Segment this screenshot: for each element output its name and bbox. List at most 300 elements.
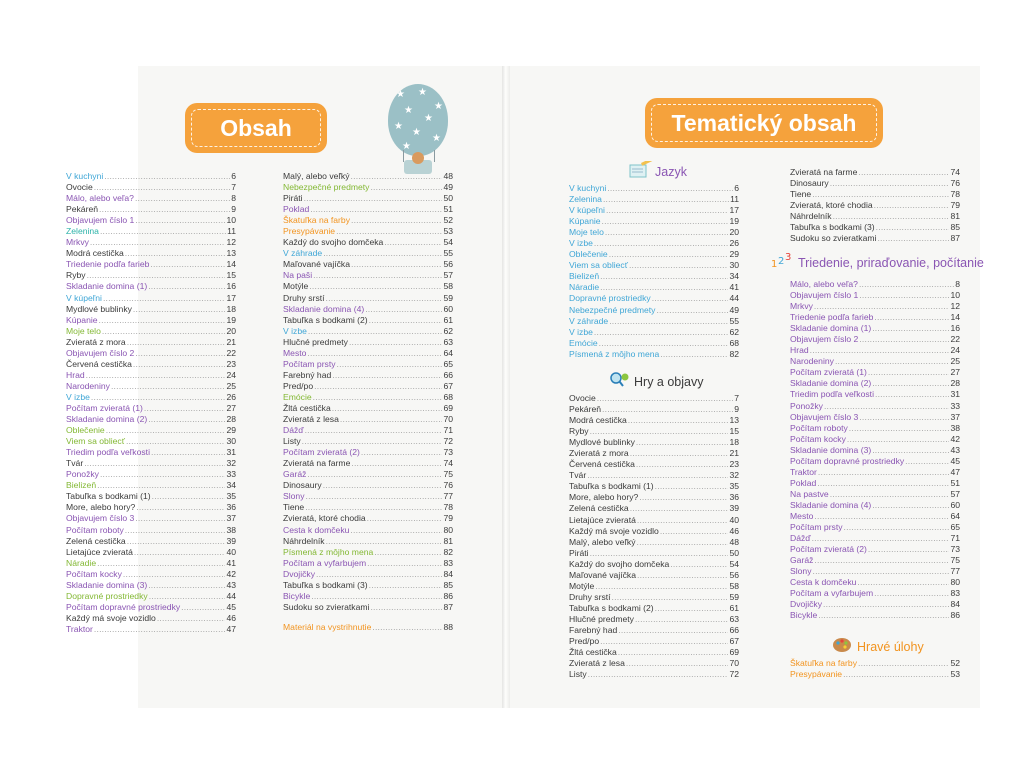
toc-entry-title: Piráti <box>283 193 303 204</box>
toc-entry-page: 77 <box>950 566 960 577</box>
toc-entry-title: Na pastve <box>790 488 829 499</box>
toc-leader-dots <box>151 447 225 458</box>
toc-entry <box>569 515 739 526</box>
toc-entry-title: Modrá cestička <box>66 248 124 259</box>
toc-leader-dots <box>639 492 728 503</box>
toc-leader-dots <box>594 238 729 249</box>
toc-leader-dots <box>326 293 443 304</box>
toc-leader-dots <box>637 537 729 548</box>
toc-entry-page: 23 <box>226 358 236 369</box>
toc-leader-dots <box>628 415 729 426</box>
toc-leader-dots <box>133 304 226 315</box>
toc-leader-dots <box>812 533 950 544</box>
toc-leader-dots <box>125 525 226 536</box>
toc-leader-dots <box>600 636 728 647</box>
toc-entry <box>569 183 739 194</box>
toc-entry-page: 69 <box>443 402 453 413</box>
toc-entry-page: 37 <box>226 513 236 524</box>
toc-entry-title: Dopravné prostriedky <box>66 590 148 601</box>
toc-entry <box>66 480 236 491</box>
toc-entry-title: Ponožky <box>66 469 99 480</box>
toc-leader-dots <box>636 459 729 470</box>
toc-entry-page: 36 <box>226 502 236 513</box>
toc-leader-dots <box>94 182 230 193</box>
toc-entry-title: Triedim podľa veľkosti <box>790 389 874 400</box>
toc-entry <box>790 389 960 400</box>
toc-entry <box>569 537 739 548</box>
toc-entry-page: 41 <box>729 282 739 293</box>
toc-leader-dots <box>102 326 226 337</box>
toc-entry-title: Zvieratá na farme <box>790 167 858 177</box>
toc-entry-page: 13 <box>226 248 236 259</box>
toc-entry <box>283 193 453 204</box>
toc-leader-dots <box>603 194 729 205</box>
toc-entry <box>66 436 236 447</box>
toc-leader-dots <box>618 647 729 658</box>
toc-entry <box>283 622 453 633</box>
toc-entry-page: 45 <box>226 601 236 612</box>
toc-entry-title: Bicykle <box>283 590 311 601</box>
toc-leader-dots <box>872 445 949 456</box>
toc-leader-dots <box>612 592 729 603</box>
toc-leader-dots <box>308 326 443 337</box>
toc-leader-dots <box>812 189 949 200</box>
toc-leader-dots <box>635 614 728 625</box>
toc-entry-page: 70 <box>443 414 453 425</box>
toc-entry-page: 24 <box>950 345 960 356</box>
toc-entry <box>66 270 236 281</box>
toc-entry-page: 63 <box>443 336 453 347</box>
toc-entry-page: 8 <box>231 193 236 204</box>
toc-leader-dots <box>818 610 949 621</box>
toc-leader-dots <box>874 588 949 599</box>
toc-entry <box>790 566 960 577</box>
toc-entry-page: 49 <box>443 182 453 193</box>
toc-entry-title: Emócie <box>283 391 312 402</box>
toc-entry-title: Poklad <box>790 477 817 488</box>
toc-entry <box>283 248 453 259</box>
toc-leader-dots <box>97 480 225 491</box>
toc-entry-title: Maľované vajíčka <box>283 259 350 270</box>
toc-entry <box>283 226 453 237</box>
toc-entry-page: 81 <box>950 211 960 222</box>
toc-entry <box>283 348 453 359</box>
toc-leader-dots <box>337 359 443 370</box>
toc-entry-title: Zvieratá z mora <box>66 336 126 347</box>
toc-entry <box>66 171 236 182</box>
toc-entry <box>790 334 960 345</box>
toc-entry-title: Tabuľka s bodkami (2) <box>569 602 654 613</box>
toc-entry-page: 56 <box>729 569 739 580</box>
toc-entry-page: 82 <box>443 546 453 557</box>
toc-entry-page: 8 <box>955 279 960 289</box>
toc-entry <box>66 293 236 304</box>
toc-entry <box>790 467 960 478</box>
toc-entry-title: Počítam roboty <box>790 422 848 433</box>
toc-entry-page: 75 <box>443 469 453 480</box>
section-title: Hry a objavy <box>634 375 704 389</box>
toc-entry-title: Oblečenie <box>569 249 608 260</box>
toc-entry-page: 69 <box>729 647 739 658</box>
toc-leader-dots <box>306 491 443 502</box>
toc-entry <box>569 548 739 559</box>
section-title: Triedenie, priraďovanie, počítanie <box>798 256 984 270</box>
toc-leader-dots <box>144 403 226 414</box>
toc-entry-title: Mrkvy <box>790 301 813 312</box>
toc-entry-page: 60 <box>950 499 960 510</box>
toc-leader-dots <box>629 260 728 271</box>
toc-leader-dots <box>350 525 442 536</box>
toc-leader-dots <box>91 392 226 403</box>
book-gutter <box>502 66 510 708</box>
toc-entry-page: 68 <box>443 391 453 402</box>
toc-entry <box>790 378 960 389</box>
toc-entry-title: V záhrade <box>283 248 323 259</box>
toc-entry <box>283 447 453 458</box>
toc-leader-dots <box>875 389 949 400</box>
toc-entry <box>569 282 739 293</box>
toc-entry-title: Počítam zvieratá (1) <box>790 367 867 378</box>
toc-entry-page: 86 <box>443 590 453 601</box>
toc-entry <box>283 458 453 469</box>
toc-leader-dots <box>370 182 442 193</box>
toc-entry <box>569 503 739 514</box>
toc-entry-title: Pred/po <box>283 380 314 391</box>
toc-entry-title: Škatuľka na farby <box>283 215 350 226</box>
toc-entry <box>66 425 236 436</box>
toc-entry-title: Na paši <box>283 270 313 281</box>
toc-entry <box>569 404 739 415</box>
toc-entry <box>569 636 739 647</box>
toc-entry-title: Bicykle <box>790 610 818 621</box>
toc-entry <box>569 526 739 537</box>
toc-leader-dots <box>351 215 442 226</box>
toc-entry-page: 59 <box>729 591 739 602</box>
toc-leader-dots <box>370 602 442 613</box>
toc-leader-dots <box>99 204 230 215</box>
toc-entry <box>66 458 236 469</box>
section-entries <box>569 393 739 680</box>
toc-entry-page: 34 <box>226 480 236 491</box>
toc-entry <box>569 592 739 603</box>
toc-entry-title: Farebný had <box>569 624 618 635</box>
toc-entry <box>66 591 236 602</box>
toc-entry <box>283 182 453 193</box>
toc-entry-title: Viem sa obliecť <box>66 436 125 447</box>
toc-entry-title: Triedim podľa veľkosti <box>66 447 150 458</box>
toc-leader-dots <box>876 222 950 233</box>
toc-entry-page: 53 <box>443 226 453 237</box>
toc-entry-title: Ryby <box>569 426 589 437</box>
toc-entry-title: Málo, alebo veľa? <box>790 279 858 289</box>
toc-entry-title: Zvieratá z mora <box>569 448 629 459</box>
toc-entry-page: 17 <box>729 205 739 216</box>
toc-entry-title: Počítam prsty <box>790 522 843 533</box>
toc-entry <box>283 602 453 613</box>
toc-entry-title: V záhrade <box>569 315 609 326</box>
child-icon <box>412 152 424 164</box>
toc-entry-page: 52 <box>950 658 960 668</box>
toc-entry <box>283 591 453 602</box>
toc-entry-title: Dopravné prostriedky <box>569 293 651 304</box>
obsah-column-1 <box>66 171 236 635</box>
toc-entry <box>790 312 960 323</box>
toc-leader-dots <box>336 226 442 237</box>
toc-leader-dots <box>332 370 442 381</box>
toc-entry-title: V kuchyni <box>569 183 607 193</box>
toc-leader-dots <box>868 544 950 555</box>
toc-entry <box>66 580 236 591</box>
toc-leader-dots <box>630 503 729 514</box>
toc-entry-page: 10 <box>950 290 960 301</box>
toc-entry-title: Bielizeň <box>66 480 97 491</box>
toc-entry-page: 12 <box>950 301 960 312</box>
toc-entry <box>283 259 453 270</box>
toc-entry <box>790 555 960 566</box>
toc-entry-title: Skladanie domina (3) <box>66 579 148 590</box>
toc-leader-dots <box>134 547 226 558</box>
toc-entry-title: Mesto <box>790 510 814 521</box>
toc-entry-title: Skladanie domina (4) <box>790 499 872 510</box>
toc-entry-page: 64 <box>950 510 960 521</box>
obsah-title-badge: Obsah <box>187 105 325 151</box>
toc-entry-page: 74 <box>443 458 453 469</box>
toc-entry-title: Hrad <box>790 345 809 356</box>
toc-entry <box>790 323 960 334</box>
toc-entry-title: Kúpanie <box>569 216 601 227</box>
toc-entry-page: 84 <box>443 568 453 579</box>
toc-leader-dots <box>859 290 949 301</box>
toc-leader-dots <box>135 513 225 524</box>
toc-entry-page: 36 <box>729 492 739 503</box>
toc-entry-page: 76 <box>443 480 453 491</box>
toc-leader-dots <box>351 458 442 469</box>
toc-entry <box>283 326 453 337</box>
toc-entry-page: 62 <box>443 325 453 336</box>
toc-entry <box>569 559 739 570</box>
toc-entry-title: Počítam kocky <box>66 568 122 579</box>
toc-leader-dots <box>656 305 728 316</box>
toc-entry-page: 34 <box>729 271 739 282</box>
toc-entry <box>283 558 453 569</box>
section-entries <box>790 167 960 244</box>
toc-leader-dots <box>606 205 728 216</box>
toc-entry-title: Tabuľka s bodkami (3) <box>790 222 875 233</box>
toc-entry <box>283 469 453 480</box>
toc-leader-dots <box>594 327 729 338</box>
toc-entry <box>283 215 453 226</box>
toc-entry-title: Triedenie podľa farieb <box>66 259 150 270</box>
toc-entry <box>569 271 739 282</box>
toc-leader-dots <box>367 558 442 569</box>
toc-entry-title: Presypávanie <box>283 226 336 237</box>
toc-leader-dots <box>588 669 729 680</box>
toc-entry-page: 35 <box>729 481 739 492</box>
toc-entry <box>790 669 960 680</box>
toc-entry-title: Motýle <box>569 580 595 591</box>
toc-entry-page: 48 <box>729 536 739 547</box>
toc-leader-dots <box>152 491 226 502</box>
toc-entry-title: Motýle <box>283 281 309 292</box>
toc-entry <box>283 304 453 315</box>
toc-entry <box>569 459 739 470</box>
toc-entry-page: 86 <box>950 610 960 621</box>
toc-entry-title: Dinosaury <box>283 480 322 491</box>
toc-entry-title: Počítam zvieratá (2) <box>790 544 867 555</box>
toc-entry <box>569 481 739 492</box>
toc-leader-dots <box>106 425 226 436</box>
toc-entry <box>66 624 236 635</box>
toc-leader-dots <box>602 404 733 415</box>
toc-leader-dots <box>126 436 225 447</box>
toc-entry-page: 88 <box>443 622 453 632</box>
toc-entry-title: Sudoku so zvieratkami <box>790 233 877 244</box>
toc-entry-page: 52 <box>443 215 453 226</box>
toc-leader-dots <box>587 470 728 481</box>
toc-entry <box>66 337 236 348</box>
toc-entry <box>569 448 739 459</box>
toc-leader-dots <box>609 249 729 260</box>
toc-entry <box>66 326 236 337</box>
toc-entry-page: 26 <box>226 391 236 402</box>
toc-entry-page: 44 <box>226 590 236 601</box>
toc-entry-page: 9 <box>734 404 739 415</box>
toc-entry <box>283 502 453 513</box>
toc-entry <box>569 603 739 614</box>
toc-leader-dots <box>372 622 442 633</box>
toc-leader-dots <box>351 171 443 182</box>
toc-entry <box>283 381 453 392</box>
toc-entry-page: 78 <box>950 189 960 200</box>
toc-entry-title: Tvár <box>569 470 587 481</box>
toc-entry-page: 65 <box>443 358 453 369</box>
toc-entry-page: 15 <box>226 270 236 281</box>
toc-entry <box>283 536 453 547</box>
toc-entry-page: 33 <box>226 469 236 480</box>
toc-entry <box>569 227 739 238</box>
toc-entry <box>66 513 236 524</box>
toc-leader-dots <box>326 536 443 547</box>
toc-entry <box>569 327 739 338</box>
toc-entry-page: 19 <box>226 314 236 325</box>
toc-entry-title: Každý do svojho domčeka <box>569 558 670 569</box>
toc-entry-page: 39 <box>729 503 739 514</box>
toc-entry <box>790 577 960 588</box>
toc-entry-page: 78 <box>443 502 453 513</box>
toc-leader-dots <box>135 348 225 359</box>
toc-leader-dots <box>655 481 729 492</box>
toc-entry-title: Skladanie domina (1) <box>790 323 872 334</box>
toc-entry-page: 85 <box>443 579 453 590</box>
toc-entry-title: Málo, alebo veľa? <box>66 193 134 204</box>
toc-entry-title: Malý, alebo veľký <box>569 536 636 547</box>
toc-entry-title: Slony <box>790 566 812 577</box>
toc-leader-dots <box>817 478 949 489</box>
toc-entry <box>283 569 453 580</box>
toc-entry <box>66 502 236 513</box>
toc-leader-dots <box>111 381 225 392</box>
toc-entry-title: V izbe <box>569 326 593 337</box>
toc-entry <box>790 167 960 178</box>
toc-entry-page: 14 <box>950 312 960 323</box>
toc-entry-page: 72 <box>443 436 453 447</box>
toc-entry-title: Maľované vajíčka <box>569 569 636 580</box>
toc-entry-title: Nebezpečné predmety <box>283 182 370 193</box>
toc-entry <box>66 237 236 248</box>
toc-leader-dots <box>305 425 443 436</box>
toc-entry <box>569 338 739 349</box>
toc-leader-dots <box>818 467 950 478</box>
toc-leader-dots <box>133 359 226 370</box>
toc-entry-page: 80 <box>443 524 453 535</box>
toc-entry <box>790 301 960 312</box>
toc-entry <box>283 337 453 348</box>
toc-entry-title: Žltá cestička <box>569 647 617 658</box>
toc-leader-dots <box>874 312 949 323</box>
toc-leader-dots <box>872 378 949 389</box>
toc-leader-dots <box>652 293 729 304</box>
toc-entry-page: 83 <box>443 557 453 568</box>
toc-entry-page: 77 <box>443 491 453 502</box>
toc-entry <box>569 647 739 658</box>
toc-entry-title: Mesto <box>283 347 307 358</box>
toc-entry-page: 66 <box>729 624 739 635</box>
toc-entry <box>66 204 236 215</box>
toc-entry-page: 50 <box>443 193 453 204</box>
toc-leader-dots <box>365 304 442 315</box>
toc-entry-title: Bielizeň <box>569 271 600 282</box>
toc-entry <box>790 200 960 211</box>
toc-entry <box>283 414 453 425</box>
toc-leader-dots <box>670 559 728 570</box>
toc-entry-title: Skladanie domina (1) <box>66 281 148 292</box>
toc-leader-dots <box>857 577 949 588</box>
toc-leader-dots <box>859 279 954 290</box>
toc-leader-dots <box>833 211 950 222</box>
toc-entry-title: Sudoku so zvieratkami <box>283 601 370 612</box>
toc-leader-dots <box>86 370 226 381</box>
toc-leader-dots <box>599 338 729 349</box>
toc-entry-page: 20 <box>729 227 739 238</box>
toc-leader-dots <box>340 414 443 425</box>
toc-entry-page: 40 <box>226 546 236 557</box>
toc-entry-title: Tiene <box>283 502 305 513</box>
toc-entry <box>569 625 739 636</box>
toc-entry <box>790 178 960 189</box>
toc-entry-title: Zelenina <box>66 226 99 237</box>
toc-entry-page: 71 <box>443 425 453 436</box>
toc-entry-title: Zvieratá z lesa <box>569 658 625 669</box>
toc-entry <box>790 423 960 434</box>
toc-entry-title: Žltá cestička <box>283 402 331 413</box>
toc-leader-dots <box>847 434 950 445</box>
toc-entry-title: Skladanie domina (2) <box>790 378 872 389</box>
toc-entry-title: Červená cestička <box>569 459 635 470</box>
toc-leader-dots <box>104 171 230 182</box>
toc-entry-page: 84 <box>950 599 960 610</box>
toc-leader-dots <box>859 412 949 423</box>
toc-entry-title: Tabuľka s bodkami (2) <box>283 314 368 325</box>
toc-leader-dots <box>655 603 729 614</box>
toc-entry-page: 23 <box>729 459 739 470</box>
toc-leader-dots <box>384 237 442 248</box>
toc-entry <box>283 315 453 326</box>
section-title: Jazyk <box>655 165 687 179</box>
toc-entry <box>790 279 960 290</box>
toc-leader-dots <box>150 259 225 270</box>
svg-text:2: 2 <box>778 256 785 267</box>
toc-entry-title: Nebezpečné predmety <box>569 304 656 315</box>
